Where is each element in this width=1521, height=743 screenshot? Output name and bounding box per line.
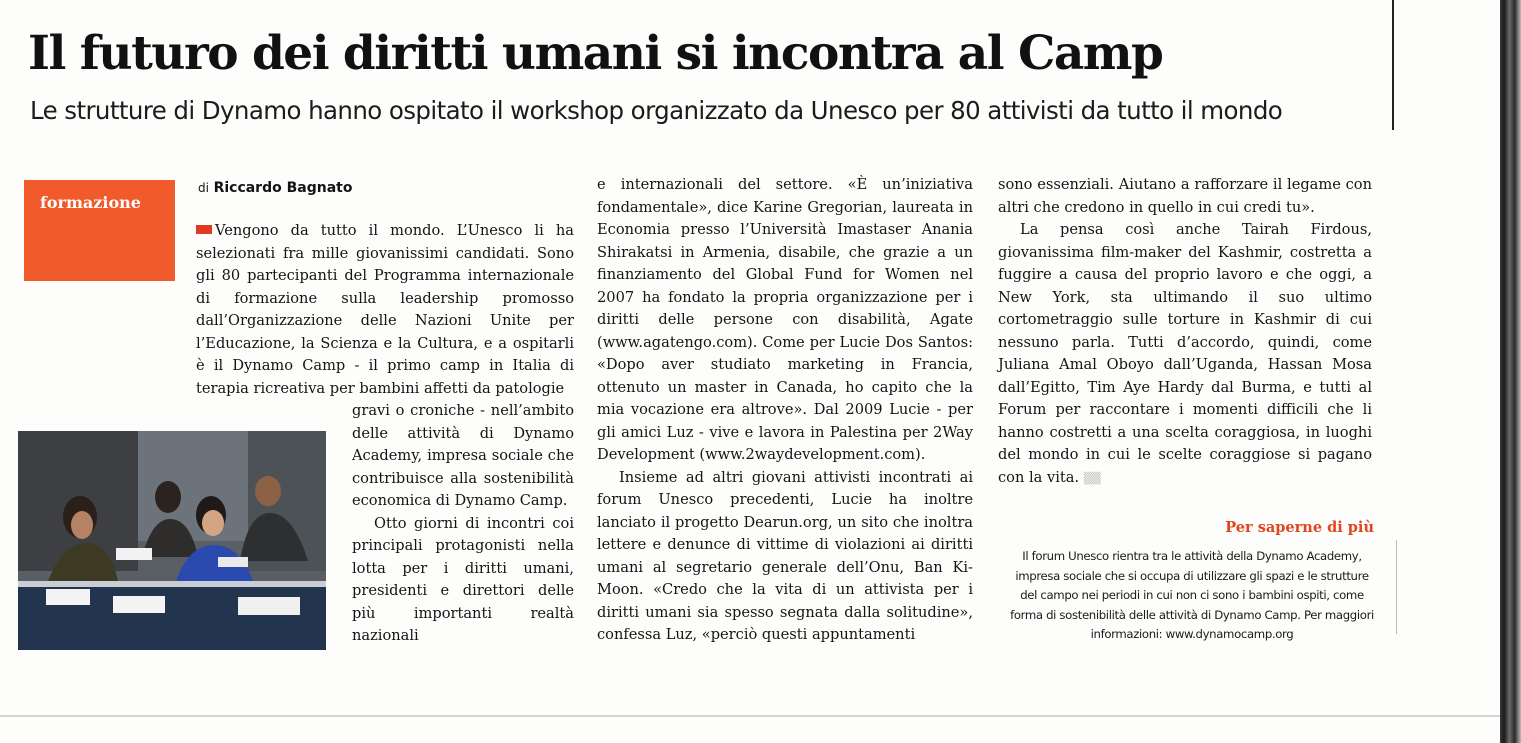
paragraph-3: e internazionali del settore. «È un’iniziativa fondamentale», dice Karine Gregorian, laureata in Economia presso l’Università Imastaser Anania Shirakatsi in Armenia, disabile, che grazie a un finanziamento del Global Fund for Women nel 2007 ha fondato la propria organizzazione per i diritti delle persone con disabilità, Agate (www.agatengo.com). Come per Lucie Dos Santos: «Dopo aver studiato marketing in Francia, ottenuto un master in Canada, ho capito che la mia vocazione era altrove». Dal 2009 Lucie - per gli amici Luz - vive e lavora in Palestina per 2Way Development (www.2waydevelopment.com). [597,176,973,463]
lead-paragraph [196,220,574,400]
paragraph-2: Otto giorni di incontri coi principali protagonisti nella lotta per i diritti umani, presidenti e direttori delle più importanti realtà nazionali [352,514,574,644]
scan-edge [1500,0,1521,743]
column-rule [1392,0,1394,130]
lead-square-icon [196,225,212,234]
section-label: formazione [40,193,141,212]
paragraph-6 [998,219,1372,490]
photo-illustration [18,431,326,650]
article-column-1 [196,220,574,400]
section-tag [24,180,175,281]
article-column-2 [597,174,973,647]
sidebar-rule [1396,540,1397,634]
conference-photo [18,431,326,650]
paragraph-5: sono essenziali. Aiutano a rafforzare il legame con altri che credono in quello in cui credi tu». [998,176,1372,216]
end-mark: ▒▒ [1083,471,1101,485]
sidebar-text: Il forum Unesco rientra tra le attività della Dynamo Academy, impresa sociale che si occupa di utilizzare gli spazi e le strutture del campo nei periodi in cui non ci sono i bambini ospiti, come forma di sostenibilità delle attività di Dynamo Camp. Per maggiori informazioni: www.dynamocamp.org [1010,549,1374,641]
article-column-1-continued [352,400,574,648]
lead-text: Vengono da tutto il mondo. L’Unesco li ha selezionati fra mille giovanissimi candidati. Sono gli 80 partecipanti del Programma internazionale di formazione sulla leadership promosso dall’Organizzazione delle Nazioni Unite per l’Educazione, la Scienza e la Cultura, e a ospitarli è il Dynamo Camp - il primo camp in Italia di terapia ricreativa per bambini affetti da patologie [196,222,574,397]
page-bottom-line [0,715,1500,717]
subheadline: Le strutture di Dynamo hanno ospitato il workshop organizzato da Unesco per 80 attivisti da tutto il mondo [30,96,1283,125]
byline [198,180,352,196]
sidebar-title: Per saperne di più [1225,519,1374,536]
paragraph-6-text: La pensa così anche Tairah Firdous, giovanissima film-maker del Kashmir, costretta a fuggire a causa del proprio lavoro e che oggi, a New York, sta ultimando il suo ultimo cortometraggio sulle torture in Kashmir di cui nessuno parla. Tutti d’accordo, quindi, come Juliana Amal Oboyo dall’Uganda, Hassan Mosa dall’Egitto, Tim Aye Hardy dal Burma, e tutti al Forum per raccontare i momenti difficili che li hanno costretti a una scelta coraggiosa, in luoghi del mondo in cui le scelte coraggiose si pagano con la vita. [998,221,1372,486]
article-column-3 [998,174,1372,490]
lead-paragraph-continued: gravi o croniche - nell’ambito delle attività di Dynamo Academy, impresa sociale che contribuisce alla sostenibilità economica di Dynamo Camp. [352,402,574,509]
author-name: Riccardo Bagnato [213,180,353,196]
paragraph-4: Insieme ad altri giovani attivisti incontrati ai forum Unesco precedenti, Lucie ha inoltre lanciato il progetto Dearun.org, un sito che inoltra lettere e denunce di vittime di violazioni ai diritti umani al segretario generale dell’Onu, Ban Ki-Moon. «Credo che la vita di un attivista per i diritti umani sia spesso segnata dalla solitudine», confessa Luz, «perciò questi appuntamenti [597,468,973,643]
byline-prefix: di [198,181,209,195]
headline: Il futuro dei diritti umani si incontra al Camp [28,26,1163,81]
